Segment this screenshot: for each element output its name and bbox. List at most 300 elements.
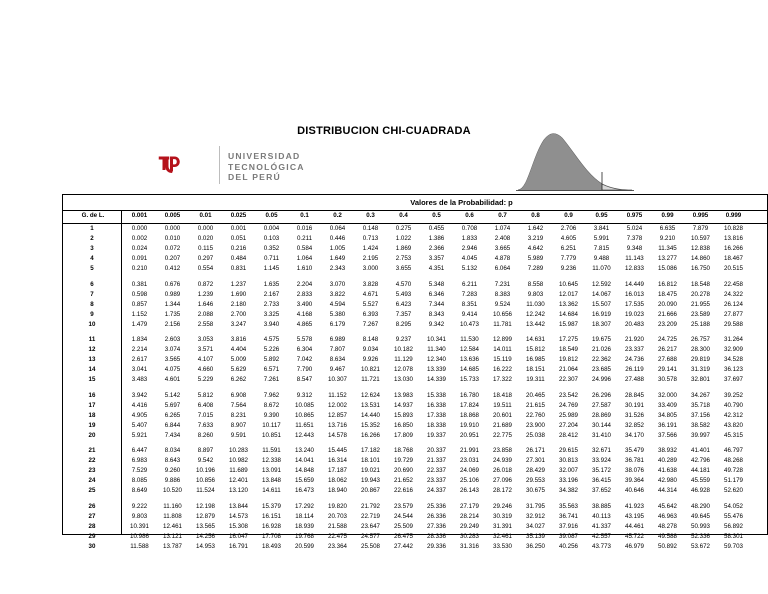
- table-cell: 14.860: [691, 255, 710, 262]
- table-cell: 18.101: [361, 457, 380, 465]
- table-cell: 0.000: [197, 225, 214, 232]
- table-cell: 0.412: [164, 265, 181, 272]
- table-cell: 18.549: [559, 346, 578, 354]
- table-cell: 20.703: [328, 513, 347, 520]
- degrees-of-freedom-10: 10: [88, 320, 96, 328]
- table-cell: 9.348: [626, 245, 643, 252]
- table-cell: 0.857: [131, 300, 148, 308]
- table-cell: 27.096: [493, 477, 512, 485]
- table-cell: 24.544: [394, 513, 413, 520]
- table-cell: 0.001: [230, 225, 247, 232]
- column-header-0.5: 0.5: [432, 212, 441, 219]
- table-cell: 0.484: [230, 255, 247, 262]
- table-cell: 16.812: [658, 280, 677, 288]
- table-cell: 11.588: [130, 543, 149, 550]
- table-cell: 10.856: [196, 477, 215, 485]
- table-cell: 32.912: [526, 513, 545, 520]
- table-cell: 17.182: [361, 447, 380, 455]
- table-cell: 4.905: [131, 411, 148, 419]
- table-cell: 0.091: [131, 255, 148, 262]
- table-cell: 3.822: [329, 290, 346, 298]
- table-cell: 20.465: [526, 391, 545, 399]
- table-cell: 5.493: [395, 290, 412, 298]
- table-cell: 8.672: [263, 401, 280, 409]
- table-cell: 26.296: [592, 391, 611, 399]
- table-cell: 9.414: [461, 310, 478, 318]
- table-cell: 13.531: [361, 401, 380, 409]
- column-header-0.4: 0.4: [399, 212, 408, 219]
- table-cell: 21.337: [427, 457, 446, 465]
- table-cell: 3.070: [329, 280, 346, 288]
- table-cell: 29.588: [724, 320, 743, 328]
- table-cell: 12.857: [328, 411, 347, 419]
- table-cell: 46.928: [691, 487, 710, 495]
- table-cell: 9.342: [428, 320, 445, 328]
- table-cell: 3.041: [131, 366, 148, 374]
- table-cell: 14.440: [361, 411, 380, 419]
- table-cell: 15.308: [229, 523, 248, 530]
- table-cell: 16.151: [262, 513, 281, 520]
- table-cell: 20.483: [625, 320, 644, 328]
- table-cell: 12.838: [691, 245, 710, 252]
- table-cell: 23.209: [658, 320, 677, 328]
- table-cell: 0.148: [362, 225, 379, 232]
- table-cell: 8.343: [428, 310, 445, 318]
- table-cell: 34.382: [559, 487, 578, 495]
- table-cell: 0.297: [197, 255, 214, 262]
- table-cell: 11.160: [163, 503, 182, 510]
- table-cell: 12.592: [592, 280, 611, 288]
- table-cell: 2.088: [197, 310, 214, 318]
- table-cell: 5.812: [197, 391, 214, 399]
- table-cell: 13.816: [724, 235, 743, 242]
- table-cell: 16.013: [625, 290, 644, 298]
- table-cell: 5.991: [593, 235, 610, 242]
- table-cell: 10.473: [460, 320, 479, 328]
- table-cell: 7.807: [329, 346, 346, 354]
- table-cell: 3.325: [263, 310, 280, 318]
- table-cell: 5.921: [131, 431, 148, 439]
- table-cell: 23.031: [460, 457, 479, 465]
- table-cell: 12.624: [361, 391, 380, 399]
- table-cell: 8.383: [494, 290, 511, 298]
- table-cell: 0.711: [263, 255, 280, 262]
- table-cell: 26.336: [427, 513, 446, 520]
- table-cell: 14.684: [559, 310, 578, 318]
- table-cell: 31.795: [526, 503, 545, 510]
- table-cell: 5.132: [461, 265, 478, 272]
- table-cell: 12.017: [559, 290, 578, 298]
- column-header-0.99: 0.99: [661, 212, 674, 219]
- table-cell: 29.249: [460, 523, 479, 530]
- table-cell: 33.530: [493, 543, 512, 550]
- table-cell: 16.047: [229, 533, 248, 540]
- table-cell: 1.424: [362, 245, 379, 252]
- column-header-0.999: 0.999: [725, 212, 742, 219]
- table-cell: 6.265: [164, 411, 181, 419]
- table-cell: 1.074: [494, 225, 511, 232]
- table-cell: 8.649: [131, 487, 148, 495]
- table-cell: 9.488: [593, 255, 610, 262]
- table-cell: 54.052: [724, 503, 743, 510]
- table-cell: 8.547: [296, 376, 313, 384]
- table-cell: 48.278: [658, 523, 677, 530]
- table-cell: 0.020: [197, 235, 214, 242]
- table-cell: 0.051: [230, 235, 247, 242]
- table-cell: 6.423: [395, 300, 412, 308]
- table-cell: 21.991: [460, 447, 479, 455]
- table-cell: 3.828: [362, 280, 379, 288]
- table-cell: 5.229: [197, 376, 214, 384]
- table-cell: 36.191: [658, 421, 677, 429]
- table-cell: 19.337: [427, 431, 446, 439]
- table-cell: 3.841: [593, 225, 610, 232]
- degrees-of-freedom-22: 22: [88, 457, 96, 465]
- column-divider: [121, 210, 122, 535]
- table-cell: 43.195: [625, 513, 644, 520]
- table-cell: 1.239: [197, 290, 214, 298]
- table-cell: 36.250: [526, 543, 545, 550]
- table-cell: 34.528: [724, 356, 743, 364]
- table-cell: 14.041: [295, 457, 314, 465]
- table-cell: 13.848: [262, 477, 281, 485]
- table-cell: 14.573: [229, 513, 248, 520]
- table-cell: 18.768: [394, 447, 413, 455]
- table-cell: 37.697: [724, 376, 743, 384]
- column-header-0.9: 0.9: [564, 212, 573, 219]
- table-cell: 9.236: [560, 265, 577, 272]
- degrees-of-freedom-11: 11: [88, 336, 96, 344]
- table-cell: 15.338: [427, 391, 446, 399]
- table-cell: 29.246: [493, 503, 512, 510]
- table-cell: 15.893: [394, 411, 413, 419]
- table-cell: 2.946: [461, 245, 478, 252]
- table-cell: 10.283: [229, 447, 248, 455]
- table-cell: 15.119: [493, 356, 512, 364]
- table-cell: 52.336: [691, 533, 710, 540]
- table-cell: 44.461: [625, 523, 644, 530]
- table-cell: 24.577: [361, 533, 380, 540]
- table-cell: 24.939: [493, 457, 512, 465]
- table-cell: 0.554: [197, 265, 214, 272]
- logo-wordmark: [228, 151, 305, 183]
- table-cell: 35.479: [625, 447, 644, 455]
- table-cell: 8.634: [329, 356, 346, 364]
- table-cell: 8.260: [197, 431, 214, 439]
- table-cell: 6.983: [131, 457, 148, 465]
- table-cell: 52.620: [724, 487, 743, 495]
- table-cell: 19.021: [361, 467, 380, 475]
- table-cell: 1.237: [230, 280, 247, 288]
- table-cell: 58.301: [724, 533, 743, 540]
- table-cell: 13.121: [163, 533, 182, 540]
- degrees-of-freedom-14: 14: [88, 366, 96, 374]
- table-cell: 48.290: [691, 503, 710, 510]
- table-cell: 19.768: [295, 533, 314, 540]
- table-cell: 3.940: [263, 320, 280, 328]
- table-cell: 32.801: [691, 376, 710, 384]
- table-cell: 10.986: [130, 533, 149, 540]
- table-cell: 7.962: [263, 391, 280, 399]
- table-cell: 2.204: [296, 280, 313, 288]
- table-cell: 0.446: [329, 235, 346, 242]
- table-cell: 10.196: [196, 467, 215, 475]
- table-cell: 32.007: [559, 467, 578, 475]
- table-cell: 40.289: [658, 457, 677, 465]
- table-cell: 27.877: [724, 310, 743, 318]
- table-cell: 15.352: [361, 421, 380, 429]
- table-cell: 0.207: [164, 255, 181, 262]
- table-cell: 9.222: [131, 503, 148, 510]
- table-cell: 0.016: [296, 225, 313, 232]
- table-cell: 6.251: [560, 245, 577, 252]
- table-cell: 13.844: [229, 503, 248, 510]
- table-cell: 49.588: [658, 533, 677, 540]
- table-cell: 3.074: [164, 346, 181, 354]
- table-cell: 32.461: [493, 533, 512, 540]
- table-cell: 20.337: [427, 447, 446, 455]
- table-cell: 45.559: [691, 477, 710, 485]
- table-cell: 9.260: [164, 467, 181, 475]
- table-cell: 7.267: [362, 320, 379, 328]
- table-cell: 15.733: [460, 376, 479, 384]
- table-cell: 9.524: [494, 300, 511, 308]
- table-cell: 1.479: [131, 320, 148, 328]
- table-cell: 2.180: [230, 300, 247, 308]
- table-cell: 41.337: [592, 523, 611, 530]
- table-cell: 24.725: [658, 336, 677, 344]
- table-cell: 6.635: [659, 225, 676, 232]
- table-cell: 28.300: [691, 346, 710, 354]
- table-cell: 16.266: [724, 245, 743, 252]
- table-cell: 8.295: [395, 320, 412, 328]
- table-cell: 11.070: [592, 265, 611, 272]
- table-cell: 8.034: [164, 447, 181, 455]
- table-cell: 9.542: [197, 457, 214, 465]
- table-cell: 10.117: [262, 421, 281, 429]
- table-cell: 21.792: [361, 503, 380, 510]
- table-cell: 51.179: [724, 477, 743, 485]
- table-cell: 25.188: [691, 320, 710, 328]
- table-cell: 20.867: [361, 487, 380, 495]
- table-cell: 1.145: [263, 265, 280, 272]
- table-cell: 22.616: [394, 487, 413, 495]
- degrees-of-freedom-18: 18: [88, 411, 96, 419]
- table-cell: 39.087: [559, 533, 578, 540]
- table-cell: 0.598: [131, 290, 148, 298]
- table-cell: 21.920: [625, 336, 644, 344]
- degrees-of-freedom-2: 2: [90, 235, 94, 242]
- table-cell: 1.869: [395, 245, 412, 252]
- table-cell: 10.391: [130, 523, 149, 530]
- table-cell: 5.629: [230, 366, 247, 374]
- table-cell: 29.615: [559, 447, 578, 455]
- table-cell: 59.703: [724, 543, 743, 550]
- degrees-of-freedom-9: 9: [90, 310, 94, 318]
- table-cell: 10.828: [724, 225, 743, 232]
- table-cell: 38.932: [658, 447, 677, 455]
- table-cell: 5.226: [263, 346, 280, 354]
- table-cell: 11.530: [460, 336, 479, 344]
- table-cell: 26.475: [394, 533, 413, 540]
- table-cell: 11.152: [328, 391, 347, 399]
- table-cell: 55.476: [724, 513, 743, 520]
- table-cell: 16.919: [592, 310, 611, 318]
- table-cell: 0.002: [131, 235, 148, 242]
- table-cell: 23.337: [427, 477, 446, 485]
- table-cell: 0.381: [131, 280, 148, 288]
- table-cell: 7.529: [131, 467, 148, 475]
- degrees-of-freedom-4: 4: [90, 255, 94, 262]
- table-cell: 0.872: [197, 280, 214, 288]
- table-cell: 6.447: [131, 447, 148, 455]
- table-cell: 4.404: [230, 346, 247, 354]
- table-cell: 0.103: [263, 235, 280, 242]
- table-cell: 16.750: [691, 265, 710, 272]
- degrees-of-freedom-30: 30: [88, 543, 96, 550]
- table-cell: 5.009: [230, 356, 247, 364]
- table-cell: 7.015: [197, 411, 214, 419]
- table-cell: 19.812: [559, 356, 578, 364]
- table-cell: 0.000: [131, 225, 148, 232]
- table-cell: 4.416: [131, 401, 148, 409]
- table-cell: 4.107: [197, 356, 214, 364]
- table-cell: 7.378: [626, 235, 643, 242]
- table-cell: 4.642: [527, 245, 544, 252]
- column-header-0.001: 0.001: [131, 212, 148, 219]
- table-cell: 16.473: [295, 487, 314, 495]
- table-cell: 25.989: [559, 411, 578, 419]
- table-cell: 16.266: [361, 431, 380, 439]
- degrees-of-freedom-28: 28: [88, 523, 96, 530]
- table-cell: 13.787: [163, 543, 182, 550]
- table-cell: 27.587: [592, 401, 611, 409]
- table-cell: 39.252: [724, 391, 743, 399]
- table-cell: 10.645: [559, 280, 578, 288]
- table-cell: 37.652: [592, 487, 611, 495]
- table-cell: 7.357: [395, 310, 412, 318]
- table-cell: 26.171: [526, 447, 545, 455]
- table-cell: 5.380: [329, 310, 346, 318]
- table-cell: 20.601: [493, 411, 512, 419]
- table-cell: 43.820: [724, 421, 743, 429]
- degrees-of-freedom-29: 29: [88, 533, 96, 540]
- table-cell: 18.114: [295, 513, 314, 520]
- table-cell: 15.086: [658, 265, 677, 272]
- table-cell: 15.812: [526, 346, 545, 354]
- table-cell: 10.520: [163, 487, 182, 495]
- table-cell: 2.700: [230, 310, 247, 318]
- table-cell: 19.311: [526, 376, 545, 384]
- table-cell: 35.172: [592, 467, 611, 475]
- table-cell: 9.886: [164, 477, 181, 485]
- table-cell: 12.899: [493, 336, 512, 344]
- table-cell: 0.004: [263, 225, 280, 232]
- table-cell: 40.113: [592, 513, 611, 520]
- column-header-0.7: 0.7: [498, 212, 507, 219]
- table-cell: 46.797: [724, 447, 743, 455]
- table-cell: 40.646: [625, 487, 644, 495]
- table-cell: 12.242: [526, 310, 545, 318]
- table-cell: 14.937: [394, 401, 413, 409]
- table-cell: 31.391: [493, 523, 512, 530]
- table-cell: 10.821: [361, 366, 380, 374]
- table-cell: 5.527: [362, 300, 379, 308]
- table-cell: 19.729: [394, 457, 413, 465]
- table-cell: 11.721: [361, 376, 380, 384]
- table-cell: 26.757: [691, 336, 710, 344]
- table-cell: 36.781: [625, 457, 644, 465]
- table-cell: 9.210: [659, 235, 676, 242]
- table-cell: 10.307: [328, 376, 347, 384]
- table-cell: 6.393: [362, 310, 379, 318]
- table-cell: 30.675: [526, 487, 545, 495]
- table-cell: 32.000: [658, 391, 677, 399]
- table-cell: 18.548: [691, 280, 710, 288]
- table-cell: 20.515: [724, 265, 743, 272]
- table-cell: 28.214: [460, 513, 479, 520]
- table-cell: 7.283: [461, 290, 478, 298]
- table-cell: 19.943: [361, 477, 380, 485]
- table-cell: 5.989: [527, 255, 544, 262]
- table-cell: 4.660: [197, 366, 214, 374]
- logo-line-1: UNIVERSIDAD: [228, 151, 301, 161]
- table-cell: 27.301: [526, 457, 545, 465]
- table-cell: 0.024: [131, 245, 148, 252]
- table-cell: 7.779: [560, 255, 577, 262]
- table-cell: 22.307: [559, 376, 578, 384]
- table-cell: 15.445: [328, 447, 347, 455]
- table-cell: 9.390: [263, 411, 280, 419]
- table-cell: 1.834: [131, 336, 148, 344]
- table-cell: 48.268: [724, 457, 743, 465]
- table-cell: 4.865: [296, 320, 313, 328]
- degrees-of-freedom-25: 25: [88, 487, 96, 495]
- table-cell: 2.156: [164, 320, 181, 328]
- table-cell: 7.790: [296, 366, 313, 374]
- column-header-0.975: 0.975: [626, 212, 643, 219]
- table-cell: 5.142: [164, 391, 181, 399]
- table-cell: 39.997: [691, 431, 710, 439]
- table-cell: 14.631: [526, 336, 545, 344]
- column-header-0.995: 0.995: [692, 212, 709, 219]
- table-cell: 8.897: [197, 447, 214, 455]
- table-cell: 23.337: [625, 346, 644, 354]
- table-cell: 6.408: [197, 401, 214, 409]
- table-cell: 28.869: [592, 411, 611, 419]
- table-cell: 12.401: [229, 477, 248, 485]
- table-cell: 7.564: [230, 401, 247, 409]
- table-cell: 21.615: [526, 401, 545, 409]
- table-cell: 1.064: [296, 255, 313, 262]
- table-cell: 10.851: [262, 431, 281, 439]
- table-cell: 0.989: [164, 290, 181, 298]
- table-cell: 9.926: [362, 356, 379, 364]
- table-cell: 13.565: [196, 523, 215, 530]
- table-cell: 20.690: [394, 467, 413, 475]
- table-cell: 16.222: [493, 366, 512, 374]
- table-cell: 1.735: [164, 310, 181, 318]
- table-cell: 30.283: [460, 533, 479, 540]
- table-cell: 1.642: [527, 225, 544, 232]
- table-cell: 29.819: [691, 356, 710, 364]
- table-cell: 18.493: [262, 543, 281, 550]
- table-cell: 22.458: [724, 280, 743, 288]
- table-cell: 14.067: [592, 290, 611, 298]
- table-cell: 46.979: [625, 543, 644, 550]
- table-cell: 34.805: [658, 411, 677, 419]
- table-cell: 14.011: [493, 346, 512, 354]
